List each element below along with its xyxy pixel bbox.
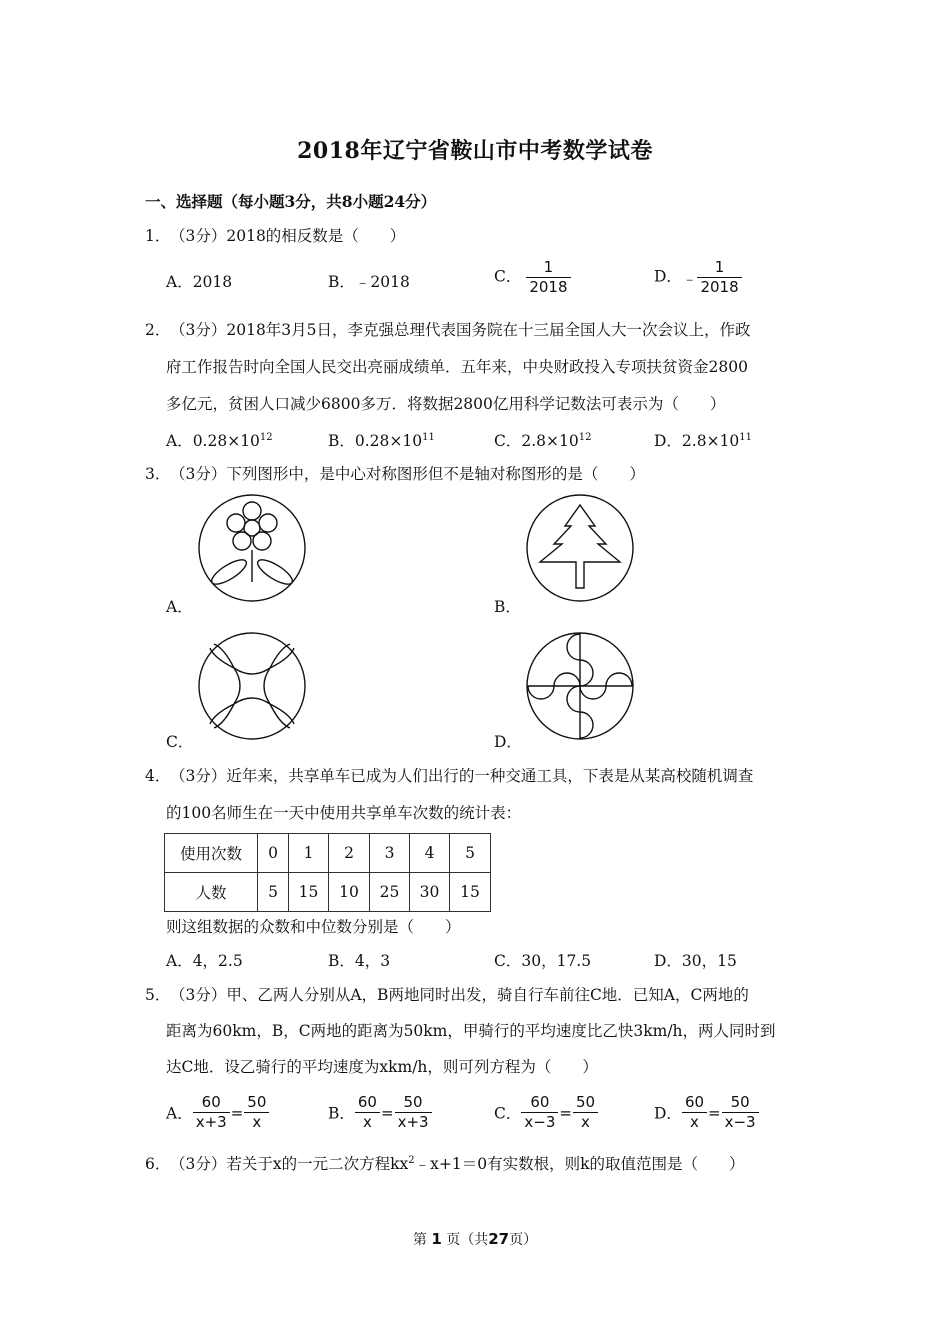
q2-option-d [654,429,752,451]
table-cell: 5 [258,873,289,912]
fraction-numerator: 1 [697,258,741,278]
q1-option-d-label: D． [654,267,682,286]
question-5-line-2: 距离为60km，B，C两地的距离为50km，甲骑行的平均速度比乙快3km/h，两人同时到 [166,1022,776,1040]
question-5-line-1: （3分）甲、乙两人分别从A，B两地同时出发，骑自行车前往C地．已知A，C两地的 [170,986,749,1004]
fraction-denominator: x+3 [397,1113,429,1131]
option-base: A．0.28×10 [166,432,260,450]
exponent: 11 [422,432,435,443]
table-row [165,873,491,912]
fraction-denominator: x−3 [724,1113,756,1131]
fraction-numerator: 50 [244,1093,269,1113]
exponent: 12 [578,432,592,443]
option-label: A． [166,1104,193,1123]
fraction-denominator: x [690,1113,699,1131]
minus-sign: ﹣ [681,269,698,288]
fraction-left [355,1093,380,1132]
figure-b-tree [524,492,636,604]
option-label: C． [494,1104,522,1123]
question-2-line-3: 多亿元，贫困人口减少6800多万．将数据2800亿用科学记数法可表示为（ ） [166,395,726,413]
option-base: D．2.8×10 [654,432,740,450]
question-5-number: 5． [145,986,171,1004]
fraction-right [244,1093,269,1132]
q1-option-a: A．2018 [166,273,233,291]
figure-a-flower [196,492,308,604]
exponent: 12 [259,432,273,443]
fraction-numerator: 60 [193,1093,230,1113]
question-3-text: （3分）下列图形中，是中心对称图形但不是轴对称图形的是（ ） [170,465,645,483]
fraction-numerator: 50 [395,1093,432,1113]
figure-d-pinwheel [524,630,636,742]
option-base: C．2.8×10 [494,432,579,450]
table-row [165,834,491,873]
fraction-right [395,1093,432,1132]
fraction-numerator: 50 [573,1093,598,1113]
q2-option-c [494,429,591,451]
q2-option-b [328,429,435,451]
question-2-number: 2． [145,321,171,339]
equals-sign: = [380,1103,394,1122]
option-label: D． [654,1104,682,1123]
table-cell: 4 [410,834,450,873]
question-4-after-table: 则这组数据的众数和中位数分别是（ ） [166,918,461,936]
section-heading: 一、选择题（每小题3分，共8小题24分） [145,192,437,211]
figure-c-label: C． [166,733,194,751]
question-6-text-b: ﹣x+1＝0有实数根，则k的取值范围是（ ） [414,1155,745,1173]
table-cell: 1 [289,834,329,873]
footer-prefix: 第 [412,1232,427,1248]
table-header-cell: 人数 [165,873,258,912]
table-header-cell: 使用次数 [165,834,258,873]
fraction-denominator: x [581,1113,590,1131]
footer-middle: 页（共 [446,1232,489,1248]
q2-option-a [166,429,273,451]
question-4-line-2: 的100名师生在一天中使用共享单车次数的统计表： [166,804,522,822]
question-6-number: 6． [145,1155,171,1173]
fraction-numerator: 60 [521,1093,558,1113]
q4-option-a: A．4，2.5 [166,952,243,970]
table-cell: 0 [258,834,289,873]
q1-option-d [654,258,742,297]
table-cell: 3 [370,834,410,873]
question-1-text: （3分）2018的相反数是（ ） [170,227,406,245]
footer-suffix: 页） [509,1232,538,1248]
table-cell: 15 [450,873,491,912]
usage-stats-table [164,833,491,912]
exam-title: 2018年辽宁省鞍山市中考数学试卷 [297,138,653,164]
option-base: B．0.28×10 [328,432,423,450]
total-page-count: 27 [488,1230,510,1248]
question-1-number: 1． [145,227,171,245]
table-cell: 2 [329,834,370,873]
exponent: 2 [408,1155,415,1166]
figure-b-label: B． [494,598,521,616]
fraction-right [722,1093,759,1132]
question-6-text-a: （3分）若关于x的一元二次方程kx [170,1155,409,1173]
q4-option-d: D．30，15 [654,952,737,970]
fraction-left [521,1093,558,1132]
equals-sign: = [708,1103,721,1122]
exponent: 11 [739,432,753,443]
q5-option-d [654,1093,759,1132]
question-4-line-1: （3分）近年来，共享单车已成为人们出行的一种交通工具，下表是从某高校随机调查 [170,767,754,785]
fraction-denominator: x [362,1113,372,1131]
q1-option-b: B．﹣2018 [328,273,410,291]
current-page-number: 1 [431,1230,442,1248]
q1-option-c [494,258,571,297]
figure-d-label: D． [494,733,522,751]
fraction-left [682,1093,707,1132]
fraction-denominator: x−3 [524,1113,556,1131]
fraction-numerator: 50 [722,1093,759,1113]
equals-sign: = [559,1103,572,1122]
table-cell: 15 [289,873,329,912]
table-cell: 10 [329,873,370,912]
q5-option-c [494,1093,598,1132]
fraction-numerator: 60 [355,1093,380,1113]
page-footer [0,1229,950,1249]
table-cell: 25 [370,873,410,912]
fraction-right [573,1093,598,1132]
q1-option-c-label: C． [494,267,522,286]
fraction-numerator: 60 [682,1093,707,1113]
table-cell: 5 [450,834,491,873]
figure-c-concave-square [196,630,308,742]
question-3-number: 3． [145,465,171,483]
question-6-text [170,1152,744,1174]
fraction-denominator: x [252,1113,262,1131]
q5-option-b [328,1093,432,1132]
question-5-line-3: 达C地．设乙骑行的平均速度为xkm/h，则可列方程为（ ） [166,1058,598,1076]
figure-a-label: A． [166,598,193,616]
question-4-number: 4． [145,767,171,785]
q4-option-b: B．4，3 [328,952,391,970]
fraction-numerator: 1 [526,258,570,278]
q4-option-c: C．30，17.5 [494,952,592,970]
fraction-denominator: 2018 [700,278,739,296]
q1-option-d-fraction [697,258,741,297]
option-label: B． [328,1104,355,1123]
fraction-denominator: 2018 [529,278,568,296]
table-cell: 30 [410,873,450,912]
fraction-denominator: x+3 [195,1113,227,1131]
equals-sign: = [230,1103,244,1122]
q5-option-a [166,1093,269,1132]
question-2-line-1: （3分）2018年3月5日，李克强总理代表国务院在十三届全国人大一次会议上，作政 [170,321,751,339]
q1-option-c-fraction [526,258,570,297]
question-2-line-2: 府工作报告时向全国人民交出亮丽成绩单．五年来，中央财政投入专项扶贫资金2800 [166,358,748,376]
fraction-left [193,1093,230,1132]
